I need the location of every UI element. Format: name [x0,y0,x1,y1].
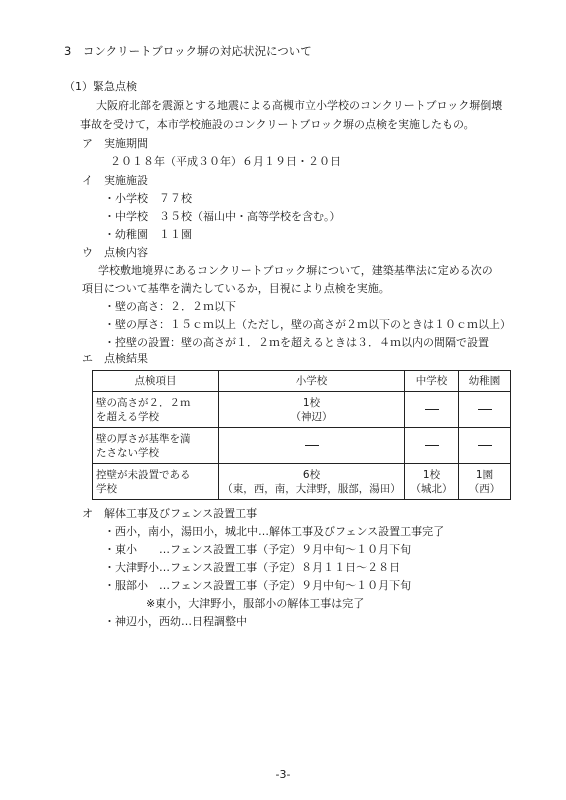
item-heading-construction: オ 解体工事及びフェンス設置工事 [82,507,258,520]
inspection-period-value: ２０１８年（平成３０年）６月１９日・２０日 [110,155,341,168]
construction-list-item: ・神辺小，西幼…日程調整中 [104,615,247,628]
column-header-junior-high: 中学校 [405,371,459,392]
construction-note: ※東小，大津野小，服部小の解体工事は完了 [146,597,365,610]
intro-text-line-2: 事故を受けて，本市学校施設のコンクリートブロック塀の点検を実施したもの。 [80,118,475,131]
construction-list-item: ・大津野小…フェンス設置工事（予定）８月１１日～２８日 [104,561,401,574]
column-header-elementary: 小学校 [219,371,405,392]
table-cell-junior-high [405,428,459,464]
page-number: -3- [275,768,291,781]
dash-mark [425,409,439,410]
table-cell-kindergarten [459,428,511,464]
table-cell-junior-high: 1校 （城北） [405,464,459,500]
table-cell-kindergarten [459,392,511,428]
section-heading: 3 コンクリートブロック塀の対応状況について [64,44,312,58]
dash-mark [478,445,492,446]
item-heading-results: エ 点検結果 [82,352,148,365]
table-cell-elementary [219,428,405,464]
contents-description-line-2: 項目について基準を満たしているか，目視により点検を実施。 [82,282,390,295]
criteria-list-item: ・壁の高さ：２．２ｍ以下 [104,300,236,313]
facility-list-item: ・中学校 ３５校（福山中・高等学校を含む。） [104,210,341,223]
table-row [93,428,511,464]
table-cell-kindergarten: 1園 （西） [459,464,511,500]
subsection-heading-emergency-inspection: （1）緊急点検 [64,80,137,93]
dash-mark [425,445,439,446]
item-heading-contents: ウ 点検内容 [82,246,148,259]
dash-mark [305,445,319,446]
item-heading-period: ア 実施期間 [82,137,148,150]
construction-list-item: ・服部小 …フェンス設置工事（予定）９月中旬～１０月下旬 [104,579,412,592]
table-cell-item: 壁の厚さが基準を満 たさない学校 [93,428,219,464]
table-cell-junior-high [405,392,459,428]
criteria-list-item: ・壁の厚さ：１５ｃｍ以上（ただし，壁の高さが２ｍ以下のときは１０ｃｍ以上） [104,318,511,331]
table-row [93,464,511,500]
facility-list-item: ・小学校 ７７校 [104,192,192,205]
intro-text-line-1: 大阪府北部を震源とする地震による高槻市立小学校のコンクリートブロック塀倒壊 [96,99,503,112]
table-cell-elementary: 1校 （神辺） [219,392,405,428]
table-cell-elementary: 6校 （東，西，南，大津野，服部，湯田） [219,464,405,500]
facility-list-item: ・幼稚園 １１園 [104,228,192,241]
inspection-results-table [92,370,511,500]
table-row [93,392,511,428]
construction-list-item: ・西小，南小，湯田小，城北中…解体工事及びフェンス設置工事完了 [104,525,445,538]
contents-description-line-1: 学校敷地境界にあるコンクリートブロック塀について，建築基準法に定める次の [98,264,493,277]
column-header-item: 点検項目 [93,371,219,392]
construction-list-item: ・東小 …フェンス設置工事（予定）９月中旬～１０月下旬 [104,543,412,556]
column-header-kindergarten: 幼稚園 [459,371,511,392]
criteria-list-item: ・控壁の設置：壁の高さが１．２ｍを超えるときは３．４ｍ以内の間隔で設置 [104,336,489,349]
table-header-row [93,371,511,392]
dash-mark [478,409,492,410]
item-heading-facilities: イ 実施施設 [82,174,148,187]
table-cell-item: 控壁が未設置である 学校 [93,464,219,500]
table-cell-item: 壁の高さが２．２ｍ を超える学校 [93,392,219,428]
